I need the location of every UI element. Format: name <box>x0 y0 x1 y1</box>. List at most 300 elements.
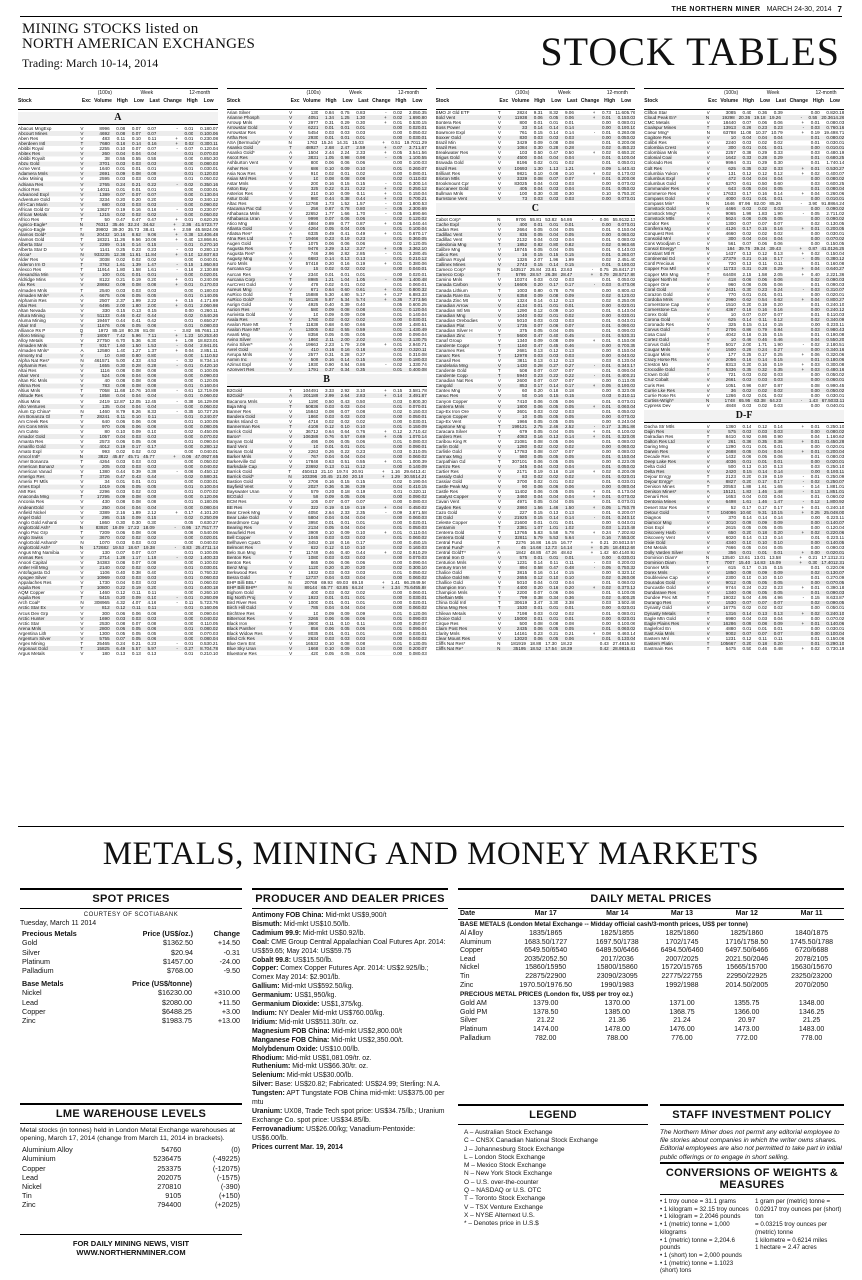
cell: 0.04 <box>773 175 783 181</box>
cell: Birchtree Res <box>226 610 255 616</box>
cell: Delta Gold <box>644 464 666 470</box>
cell: 2.18 <box>826 342 836 348</box>
cell: 0.09 <box>356 311 366 317</box>
cell: 18.82 <box>197 337 210 343</box>
cell: 0.98 <box>356 155 366 161</box>
cell: 0.09 <box>742 519 752 525</box>
cell: Avrel Gold <box>226 347 249 353</box>
daily-header-row <box>458 909 844 920</box>
cell: 0.11 <box>774 261 783 267</box>
cell: 2123 <box>725 474 736 480</box>
cell: 0.35 <box>408 620 418 626</box>
cell: Canadian Nat Res <box>435 378 474 384</box>
cell: 0.44 <box>147 474 157 480</box>
cell: - <box>176 181 178 187</box>
cell: Barrick Gold* <box>226 474 254 480</box>
cell: V <box>706 296 710 302</box>
cell: 0.02 <box>131 534 141 540</box>
cell: 0.07 <box>758 221 768 227</box>
cell: 1106 <box>99 570 110 576</box>
cell: 6980 <box>725 615 736 621</box>
cell: 0.05 <box>417 449 427 454</box>
cell: Dacha Str Mtls <box>644 423 675 429</box>
cell: 0.01 <box>626 195 636 201</box>
cell: 0.01 <box>393 524 403 530</box>
cell: 0.02 <box>602 292 611 298</box>
cell: 0.06 <box>147 635 157 641</box>
cell: 0.04 <box>549 247 559 253</box>
cell: T <box>289 620 292 626</box>
cell: 0.01 <box>325 135 334 141</box>
cell: 0.05 <box>617 277 627 283</box>
cell: Brixton Mtls <box>435 175 460 181</box>
cell: + <box>592 170 596 176</box>
cell: 0.01 <box>340 135 350 141</box>
cell: V <box>497 185 501 191</box>
cell: 0.07 <box>209 206 218 212</box>
cell: + <box>383 221 387 227</box>
cell: 0.10 <box>564 170 574 176</box>
cell: 0.54 <box>200 529 210 535</box>
cell: Banyan Gold <box>226 438 254 444</box>
cell: V <box>289 256 293 262</box>
cell: 8.33 <box>147 408 157 414</box>
rows-group <box>644 110 844 408</box>
cell: 0.33 <box>742 155 752 161</box>
cell: 3831 <box>308 155 319 161</box>
cell: Azimut Expl <box>226 362 252 368</box>
cell: Argonaut Gold <box>18 645 48 651</box>
cell: + <box>381 585 385 591</box>
cell: + <box>383 504 387 510</box>
cell: 0.01 <box>810 185 820 191</box>
cell: 13.61 <box>738 554 751 560</box>
cell: 0.01 <box>549 221 559 227</box>
cell: 202075 <box>157 1172 182 1182</box>
cell: 0.26 <box>617 575 627 581</box>
header-label-row <box>436 97 636 105</box>
cell: 0.84 <box>325 110 334 115</box>
cell: 1.80 <box>131 302 141 308</box>
cell: 0.04 <box>340 524 350 530</box>
cell: 0.75 <box>417 337 427 343</box>
table-row <box>227 367 427 372</box>
cell: Amerigo Res <box>18 474 45 480</box>
cell: 45.71 <box>127 454 140 460</box>
cell: 0.32 <box>409 489 419 495</box>
cell: - <box>800 397 803 403</box>
cell: 0.00 <box>810 215 820 221</box>
cell: 0.25 <box>599 544 609 550</box>
cell: 0.34 <box>549 595 559 601</box>
cell: 0.05 <box>617 160 627 166</box>
table-row <box>644 646 844 651</box>
cell: 0.01 <box>184 575 194 581</box>
cell: 177 <box>728 352 736 358</box>
cell: 13913 <box>723 125 736 131</box>
cell: 1378.50 <box>533 1008 559 1016</box>
cell: 0.03 <box>533 353 543 359</box>
cell: 0.06 <box>356 494 366 500</box>
cell: + <box>801 226 805 232</box>
cell: 0.00 <box>810 387 820 393</box>
cell: + <box>592 504 596 510</box>
cell: 9821 <box>516 170 528 176</box>
cell: 0.12 <box>116 605 126 611</box>
cell: + <box>801 449 805 454</box>
spot-precious-table <box>20 930 242 976</box>
cell: Chieftain Mtls <box>435 595 464 601</box>
cell: 0.04 <box>810 266 820 272</box>
cell: Dominion Diam <box>644 560 676 566</box>
cell: 0.02 <box>835 135 844 141</box>
cell: 0.06 <box>325 560 334 566</box>
cell: 2573 <box>99 438 110 444</box>
cell: 0.02 <box>340 590 350 596</box>
cell: Zinc <box>22 1200 36 1210</box>
cell: 0.18 <box>200 126 210 131</box>
cell: V <box>80 499 84 505</box>
cell: 0.16 <box>340 261 350 267</box>
cell: 0.00 <box>602 554 611 560</box>
cell: 0.89 <box>325 221 334 227</box>
cell: 0.01 <box>810 357 820 363</box>
cell: 0.02 <box>356 170 366 176</box>
cell: 0.16 <box>835 367 844 373</box>
cell: 2595 <box>99 176 110 182</box>
cell: 0.29 <box>773 266 783 272</box>
cell: 13.01 <box>754 554 766 560</box>
cell: 0.03 <box>564 408 574 414</box>
cell: 0.19 <box>356 261 366 267</box>
cell: 0.22 <box>116 585 126 591</box>
cell: 0.18 <box>758 529 768 535</box>
cell: 45.58 <box>195 226 207 232</box>
cell: 0.05 <box>835 539 844 545</box>
cell: 0.01 <box>116 186 126 192</box>
cell: 0.11 <box>147 590 157 596</box>
cell: 4000 <box>725 195 736 201</box>
cell: 0.05 <box>742 524 752 530</box>
cell: 0.03 <box>549 464 559 470</box>
cell: 2615 <box>725 524 736 530</box>
cell: 0.05 <box>116 630 126 636</box>
cell: V <box>706 155 710 161</box>
cell: 0.07 <box>131 620 141 626</box>
cell: Carmax Mng <box>435 454 462 460</box>
producer-item <box>252 1072 448 1081</box>
cell: 1290 <box>725 443 736 449</box>
cell: 0.45 <box>200 469 210 475</box>
cell: 0.02 <box>549 277 559 283</box>
cell: 0.43 <box>599 640 609 646</box>
cell: 16.77 <box>560 539 573 545</box>
cell: 0.00 <box>602 353 611 359</box>
cell: 2255 <box>99 146 110 152</box>
cell: Colonial Coal <box>644 155 672 161</box>
cell: 0.12 <box>209 196 218 202</box>
cell: 0.02 <box>116 534 126 540</box>
cell: 0.03 <box>209 171 218 177</box>
cell: 680 <box>101 201 110 207</box>
cell: 0.03 <box>549 237 559 243</box>
cell: 970 <box>101 423 110 429</box>
cell: 1930 <box>308 362 319 368</box>
cell: 0.05 <box>617 185 627 191</box>
cell: V <box>80 398 84 404</box>
cell: 0.03 <box>758 494 768 500</box>
cell: 0.03 <box>147 464 157 470</box>
cell: 2706 <box>725 327 736 333</box>
cell: 0.06 <box>626 175 636 181</box>
cell: 0.61 <box>742 180 752 186</box>
cell: 0.16 <box>116 141 126 147</box>
cell: 0.01 <box>417 630 427 636</box>
cell: Bannerman Res <box>226 423 260 429</box>
cell: 650 <box>728 529 736 535</box>
cell: 10.72 <box>197 408 210 414</box>
cell: V <box>706 580 710 586</box>
cell: 0.24 <box>773 286 783 292</box>
cell: N <box>80 408 84 414</box>
cell: 0.03 <box>810 362 820 368</box>
cell: 1.11 <box>209 348 218 354</box>
cell: V <box>706 276 710 282</box>
cell: 0.62 <box>773 296 783 302</box>
website-promo[interactable]: FOR DAILY MINING NEWS, VISIT WWW.NORTHERNMINER.COM <box>20 1234 242 1257</box>
cell: 12.71 <box>197 388 210 394</box>
cell: 0.41 <box>340 231 350 237</box>
cell: 0.03 <box>116 201 126 207</box>
cell: Diagnos <box>644 514 662 520</box>
cell: Amerix Pr Mtls <box>18 479 48 485</box>
cell: 0.04 <box>810 337 820 343</box>
cell: 0.20 <box>533 388 543 394</box>
cell: 0.02 <box>184 554 194 560</box>
header-volume-units: (100s) <box>723 90 739 96</box>
cell: 1510 <box>725 301 736 307</box>
cell: (+2025) <box>215 1200 240 1210</box>
cell: V <box>289 352 293 358</box>
cell: 1266 <box>725 392 736 398</box>
cell: T <box>80 388 84 394</box>
cell: + <box>801 120 805 126</box>
cell: 0.01 <box>835 605 844 611</box>
cell: 0.07 <box>131 549 141 555</box>
cell: 14.83 <box>754 560 766 566</box>
cell: 0.01 <box>758 195 768 201</box>
cell: T <box>497 423 501 429</box>
cell: V <box>497 297 501 303</box>
cell: 0.14 <box>549 125 559 131</box>
cell: 0.03 <box>758 377 768 383</box>
cell: 0.23 <box>758 125 768 131</box>
cell: A <box>706 489 710 495</box>
cell: V <box>80 242 84 248</box>
cell: 6358 <box>516 292 528 298</box>
header-label: Low <box>133 98 144 104</box>
cell: 0.10 <box>773 575 783 581</box>
cell: 0.92 <box>835 499 844 505</box>
cell: 0.01 <box>393 534 403 540</box>
cell: 9744 <box>725 585 736 591</box>
cell: 0.01 <box>325 595 334 601</box>
metals-title: METALS, MINING AND MONEY MARKETS <box>102 836 760 872</box>
cell: V <box>80 171 84 177</box>
cell: 0.07 <box>131 146 141 152</box>
cell: 0.06 <box>742 590 752 596</box>
cell: 0.08 <box>826 185 836 191</box>
cell: 1.57 <box>356 200 366 206</box>
cell: 0.01 <box>602 140 611 146</box>
cell: 0.07 <box>147 549 157 555</box>
cell: 0.02 <box>393 544 403 550</box>
cell: 0.01 <box>393 342 403 348</box>
cell: 0.46 <box>325 549 334 555</box>
cell: 26.25 <box>832 246 844 252</box>
cell: 5.17 <box>356 291 366 297</box>
cell: 0.01 <box>758 549 768 555</box>
cell: 1346.25 <box>798 1008 825 1016</box>
cell: 0.14 <box>742 423 752 429</box>
legend-item: M – Mexico Stock Exchange <box>464 1162 547 1170</box>
cell: 33.11 <box>833 397 844 403</box>
cell: 1.10 <box>408 155 418 161</box>
cell: V <box>80 403 84 409</box>
cell: 0.00 <box>602 195 611 201</box>
cell: 4.16 <box>147 600 157 606</box>
cell: 0.14 <box>758 469 768 475</box>
cell: Avino Silver <box>226 337 251 343</box>
cell: 0.01 <box>393 640 403 646</box>
cell: 0.12 <box>408 610 418 616</box>
cell: 0.00 <box>602 459 611 465</box>
cell: 0.03 <box>564 277 574 283</box>
cell: 0.01 <box>393 231 403 237</box>
cell: 0.21 <box>599 539 609 545</box>
cell: 0.02 <box>810 529 820 535</box>
cell: 15.03 <box>352 140 364 146</box>
cell: 2688 <box>725 449 736 454</box>
cell: 0.06 <box>325 160 334 166</box>
cell: 0.07 <box>617 221 627 227</box>
cell: 0.15 <box>408 423 418 429</box>
cell: 6020 <box>725 534 737 540</box>
cell: - <box>176 600 178 606</box>
cell: V <box>497 363 501 369</box>
cell: Dorex Mnls <box>644 570 668 576</box>
cell: 6335 <box>308 231 319 237</box>
cell: 0.42 <box>417 428 427 434</box>
cell: 0.63 <box>200 519 210 525</box>
cell: Cougar Mins <box>644 352 671 358</box>
cell: 0.01 <box>602 438 611 444</box>
cell: 0.11 <box>617 378 627 384</box>
cell: 0.23 <box>147 640 157 646</box>
cell: 0.80 <box>131 353 141 359</box>
cell: 0.00 <box>810 539 820 545</box>
cell: 325 <box>728 321 737 327</box>
cell: Currie Lke Res <box>644 387 675 393</box>
cell: 0.01 <box>810 226 820 232</box>
cell: 0.01 <box>393 352 403 358</box>
cell: Aurign Gold <box>226 301 252 307</box>
cell: 0.38 <box>408 261 418 267</box>
cell: 1.67 <box>417 145 427 151</box>
column-header <box>644 88 844 110</box>
cell: 6497.50/6466 <box>725 947 769 955</box>
cell: V <box>289 135 293 141</box>
cell: V <box>706 524 710 530</box>
cell: 1366.00 <box>734 1008 760 1016</box>
cell: Blind Crk Res <box>226 635 255 641</box>
cell: Ascot Res <box>226 155 248 161</box>
cell: 0.03 <box>209 282 218 288</box>
cell: + <box>590 544 594 550</box>
cell: 0.01 <box>626 554 636 560</box>
cell: 0.18 <box>835 585 844 591</box>
cell: 16533 <box>305 640 319 646</box>
cell: 0.30 <box>116 519 126 525</box>
cell: 0.00 <box>810 392 820 398</box>
cell: 17.13 <box>821 554 833 560</box>
cell: Eagle Plains Res <box>644 620 680 626</box>
cell: 0.02 <box>393 115 403 121</box>
stock-column <box>18 88 218 823</box>
cell: Amcol Intl* <box>18 454 40 460</box>
cell: V <box>706 180 710 186</box>
cell: AMI Res <box>18 489 36 495</box>
legend-item: Q – NASDAQ or U.S. OTC <box>464 1187 542 1195</box>
header-label: Volume <box>511 98 530 104</box>
cell: 0.15 <box>408 408 418 414</box>
cell: 0.01 <box>184 393 194 399</box>
cell: 0.08 <box>417 352 427 358</box>
header-label: High <box>186 98 198 104</box>
cell: 0.01 <box>184 242 194 248</box>
cell: 0.00 <box>810 625 820 631</box>
cell: 0.11 <box>774 635 783 641</box>
cell: 1780 <box>308 316 319 322</box>
cell: 0.12 <box>742 170 752 176</box>
cell: 0.12 <box>408 241 418 247</box>
cell: T <box>80 141 84 147</box>
cell: 0.03 <box>356 554 366 560</box>
cell: 1460 <box>99 408 110 414</box>
cell: 18.88 <box>529 640 542 646</box>
section-rule <box>18 826 844 827</box>
cell: 0.04 <box>626 454 636 460</box>
cell: 0.09 <box>549 307 559 313</box>
cell: 0.05 <box>131 322 141 328</box>
cell: 0.60 <box>773 180 783 186</box>
cell: - <box>593 560 596 566</box>
cell: 0.01 <box>810 575 820 581</box>
cell: 0.07 <box>325 215 334 221</box>
cell: 0.15 <box>147 242 157 248</box>
cell: 325 <box>310 185 319 191</box>
cell: 0.01 <box>835 549 844 555</box>
cell: 0.64 <box>325 428 334 434</box>
cell: 0.07 <box>564 449 574 454</box>
cell: 0.00 <box>393 413 403 419</box>
cell: A <box>80 292 84 298</box>
cell: - <box>800 115 803 121</box>
cell: 0.07 <box>835 570 844 576</box>
cell: 375 <box>519 327 528 333</box>
cell: + <box>383 115 387 121</box>
cell: 2.16 <box>116 509 126 515</box>
